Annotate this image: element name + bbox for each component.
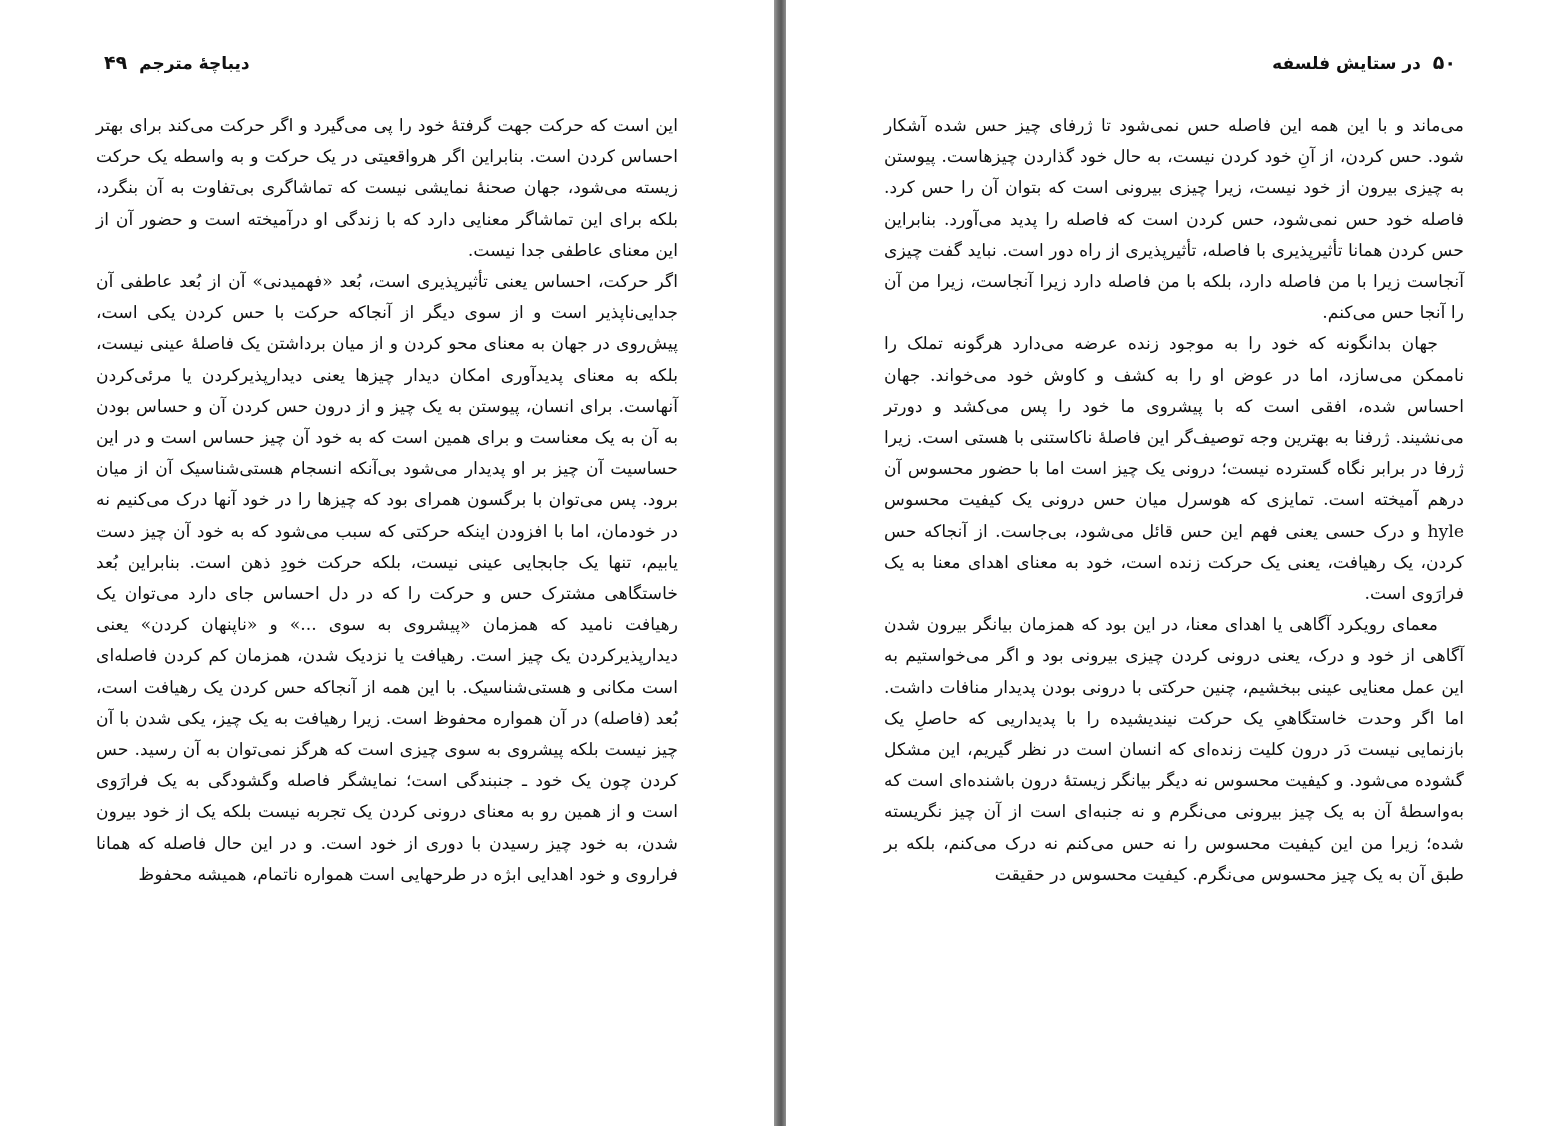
- book-title: در ستایش فلسفه: [1272, 54, 1421, 74]
- chapter-title: دیباچهٔ مترجم: [139, 54, 250, 74]
- right-page: [884, 0, 1464, 1126]
- paragraph: جهان بدانگونه که خود را به موجود زنده عرضه می‌دارد هرگونه تملک را ناممکن می‌سازد، اما در عوض او را به کشف و کاوش خود می‌خواند. جهان احساس شده، افقی است که با پیشروی ما خود را پس می‌کشد و دورتر می‌نشیند. ژرفنا به بهترین وجه توصیف‌گر این فاصلهٔ ناکاستنی با هستی است. زیرا ژرفا در برابر نگاه گسترده نیست؛ درونی یک چیز است اما با حضور محسوس آن درهم آمیخته است. تمایزی که هوسرل میان حس درونی یک کیفیت محسوس hyle و درک حسی یعنی فهم این حس قائل می‌شود، بی‌جاست. از آنجاکه حس کردن، یک رهیافت، یعنی یک حرکت زنده است، خود به معنای اهدای معنا به یک فرارَوی است.: [884, 334, 1464, 605]
- running-head: [98, 52, 250, 74]
- page-number: ۴۹: [104, 52, 128, 74]
- page-number: ۵۰: [1432, 52, 1456, 74]
- paragraph: می‌ماند و با این همه این فاصله حس نمی‌شود تا ژرفای چیز حس شده آشکار شود. حس کردن، از آنِ خود کردن نیست، به حال خود گذاردن چیزهاست. پیوستن به چیزی بیرون از خود نیست، زیرا چیزی بیرونی است که بتوان آن را حس کرد. فاصله خود حس نمی‌شود، حس کردن است که فاصله را پدید می‌آورد. بنابراین حس کردن همانا تأثیرپذیری با فاصله، تأثیرپذیری از راه دور است. نباید گفت چیزی آنجاست زیرا با من فاصله دارد، بلکه با من فاصله دارد زیرا آنجاست، زیرا من آن را آنجا حس می‌کنم.: [884, 116, 1464, 324]
- paragraph: این است که حرکت جهت گرفتهٔ خود را پی می‌گیرد و اگر حرکت می‌کند برای بهتر احساس کردن است. بنابراین اگر هرواقعیتی در یک حرکت و به واسطه یک حرکت زیسته می‌شود، جهان صحنهٔ نمایشی نیست که تماشاگری بی‌تفاوت به آن بنگرد، بلکه برای این تماشاگر معنایی دارد که با زندگی او درآمیخته است و حضور آن از این معنای عاطفی جدا نیست.: [96, 116, 678, 261]
- page-body: [96, 111, 678, 891]
- paragraph: معمای رویکرد آگاهی یا اهدای معنا، در این بود که همزمان بیانگر بیرون شدن آگاهی از خود و درک، یعنی درونی کردن چیزی بیرونی بود و اگر می‌خواستیم به این عمل معنایی عینی ببخشیم، چنین حرکتی با درونی بودن پدیدار منافات داشت. اما اگر وحدت خاستگاهیِ یک حرکت نیندیشیده را با پدیداریی که حاصلِ یک بازنمایی نیست دَر درون کلیت زنده‌ای که انسان است در نظر گیریم، این مشکل گشوده می‌شود. و کیفیت محسوس نه دیگر بیانگر زیستهٔ درون باشنده‌ای است که به‌واسطهٔ آن به یک چیز بیرونی می‌نگرم و نه جنبه‌ای است از آن چیز نگریسته شده؛ زیرا من این کیفیت محسوس را نه حس می‌کنم نه درک می‌کنم، بلکه بر طبق آن به یک چیز محسوس می‌نگرم. کیفیت محسوس در حقیقت: [884, 615, 1464, 885]
- book-spine-gutter: [774, 0, 786, 1126]
- page-body: [884, 111, 1464, 891]
- left-page: [96, 0, 678, 1126]
- running-head: [1272, 52, 1462, 74]
- paragraph: اگر حرکت، احساس یعنی تأثیرپذیری است، بُعد «فهمیدنی» آن از بُعد عاطفی آن جدایی‌ناپذیر است و از سوی دیگر از آنجاکه حرکت با حس کردن یکی است، پیش‌روی در جهان به معنای محو کردن و از میان برداشتن یک فاصلهٔ عینی نیست، بلکه به معنای پدیدآوری امکان دیدار چیزها یعنی دیدارپذیرکردن یا مرئی‌کردن آنهاست. برای انسان، پیوستن به یک چیز و از درون حس کردن آن و حساس بودن به آن به یک معناست و برای همین است که به خود آن چیز حساس است و در این حساسیت آن چیز بر او پدیدار می‌شود بی‌آنکه انسجام هستی‌شناسیک آن از میان برود. پس می‌توان با برگسون همرای بود که چیزها را در خود آنها درک می‌کنیم نه در خودمان، اما با افزودن اینکه حرکتی که سبب می‌شود که به خود آن چیز دست یابیم، تنها یک جابجایی عینی نیست، بلکه حرکت خودِ ذهن است. بنابراین بُعد خاستگاهی مشترک حس و حرکت را که در دل احساس جای دارد می‌توان یک رهیافت نامید که همزمان «پیشروی به سوی ...» و «ناپنهان کردن» یعنی دیدارپذیرکردن یک چیز است. رهیافت یا نزدیک شدن، همزمان کم کردن فاصله‌ای است مکانی و هستی‌شناسیک. با این همه از آنجاکه حس کردن یک رهیافت است، بُعد (فاصله) در آن همواره محفوظ است. زیرا رهیافت به یک چیز، یکی شدن با آن چیز نیست بلکه پیشروی به سوی چیزی است که هرگز نمی‌توان به آن رسید. حس کردن چون یک خود ـ جنبندگی است؛ نمایشگر فاصله وگشودگی به یک فرارَوی است و از همین رو به معنای درونی کردن یک تجربه نیست بلکه یک از خود بیرون شدن، به خود چیز رسیدن با دوری از خود است. و در این حال فاصله که همانا فراروی و خود اهدایی ابژه در طرحهایی است همواره ناتمام، همیشه محفوظ: [96, 272, 678, 885]
